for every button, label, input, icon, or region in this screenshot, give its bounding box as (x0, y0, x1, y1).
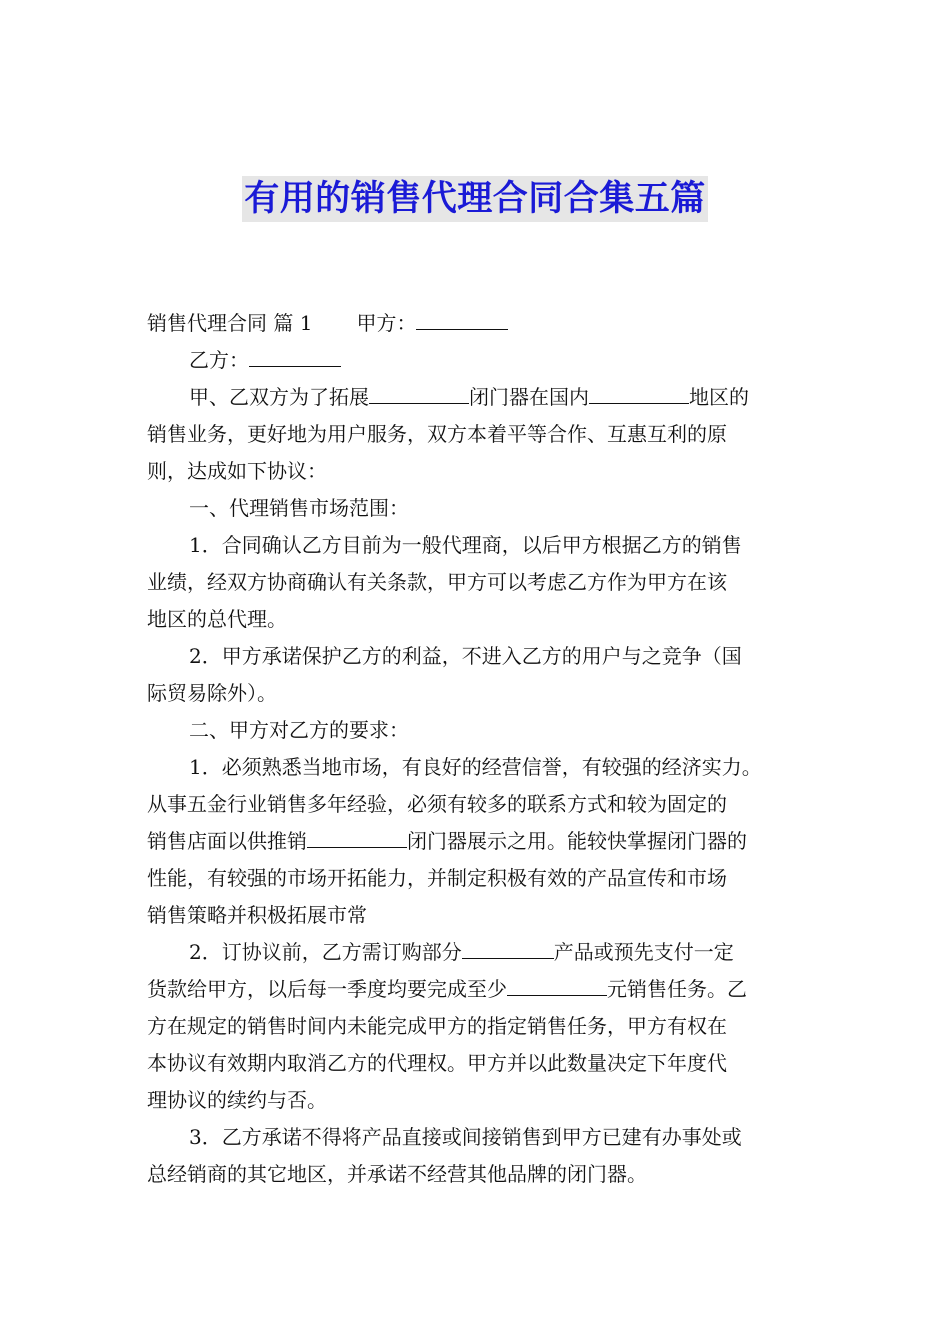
line-text: 闭门器展示之用。能较快掌握闭门器的 (407, 829, 747, 853)
text-line (147, 379, 807, 416)
party-a-blank (416, 306, 508, 330)
line-text: 总经销商的其它地区，并承诺不经营其他品牌的闭门器。 (147, 1162, 647, 1186)
line-text: 1．必须熟悉当地市场，有良好的经营信誉，有较强的经济实力。 (189, 755, 762, 779)
text-line (147, 416, 807, 453)
line-text: 则，达成如下协议： (147, 459, 327, 483)
line-text: 地区的 (689, 385, 749, 409)
text-line (147, 342, 807, 379)
line-text: 2．甲方承诺保护乙方的利益，不进入乙方的用户与之竞争（国 (189, 644, 742, 668)
party-a-label: 甲方： (356, 311, 417, 335)
text-line (147, 934, 807, 971)
text-line (147, 971, 807, 1008)
line-text: 方在规定的销售时间内未能完成甲方的指定销售任务，甲方有权在 (147, 1014, 727, 1038)
text-line (147, 601, 807, 638)
product-blank (307, 824, 407, 848)
text-line (147, 823, 807, 860)
section-heading (147, 712, 807, 749)
line-text: 理协议的续约与否。 (147, 1088, 327, 1112)
text-line (147, 305, 807, 342)
party-b-label: 乙方： (189, 348, 249, 372)
line-text: 产品或预先支付一定 (553, 940, 734, 964)
text-line (147, 564, 807, 601)
line-text: 二、甲方对乙方的要求： (189, 718, 409, 742)
title-container (0, 176, 950, 222)
text-line (147, 675, 807, 712)
line-text: 销售业务，更好地为用户服务，双方本着平等合作、互惠互利的原 (147, 422, 727, 446)
line-text: 货款给甲方，以后每一季度均要完成至少 (147, 977, 507, 1001)
region-blank (589, 380, 689, 404)
line-text: 地区的总代理。 (147, 607, 287, 631)
line-text: 3．乙方承诺不得将产品直接或间接销售到甲方已建有办事处或 (189, 1125, 742, 1149)
section-heading (147, 490, 807, 527)
line-text: 际贸易除外）。 (147, 681, 277, 705)
text-line (147, 527, 807, 564)
order-blank (462, 935, 554, 959)
line-text: 从事五金行业销售多年经验，必须有较多的联系方式和较为固定的 (147, 792, 727, 816)
line-text: 本协议有效期内取消乙方的代理权。甲方并以此数量决定下年度代 (147, 1051, 727, 1075)
text-line (147, 638, 807, 675)
text-line (147, 1082, 807, 1119)
text-line (147, 749, 807, 786)
line-text: 元销售任务。乙 (607, 977, 747, 1001)
party-b-blank (249, 343, 341, 367)
line-text: 销售店面以供推销 (147, 829, 307, 853)
document-body (147, 305, 807, 1193)
line-text: 一、代理销售市场范围： (189, 496, 409, 520)
product-blank (369, 380, 469, 404)
line-text: 甲、乙双方为了拓展 (189, 385, 369, 409)
line-text: 闭门器在国内 (469, 385, 589, 409)
text-line (147, 453, 807, 490)
amount-blank (507, 972, 607, 996)
contract-heading: 销售代理合同 篇 1 (147, 311, 313, 335)
line-text: 1．合同确认乙方目前为一般代理商，以后甲方根据乙方的销售 (189, 533, 742, 557)
document-title: 有用的销售代理合同合集五篇 (242, 176, 708, 222)
text-line (147, 1119, 807, 1156)
line-text: 性能，有较强的市场开拓能力，并制定积极有效的产品宣传和市场 (147, 866, 727, 890)
line-text: 销售策略并积极拓展市常 (147, 903, 367, 927)
line-text: 业绩，经双方协商确认有关条款，甲方可以考虑乙方作为甲方在该 (147, 570, 727, 594)
text-line (147, 1156, 807, 1193)
text-line (147, 860, 807, 897)
text-line (147, 897, 807, 934)
line-text: 2．订协议前，乙方需订购部分 (189, 940, 462, 964)
text-line (147, 1045, 807, 1082)
text-line (147, 1008, 807, 1045)
text-line (147, 786, 807, 823)
